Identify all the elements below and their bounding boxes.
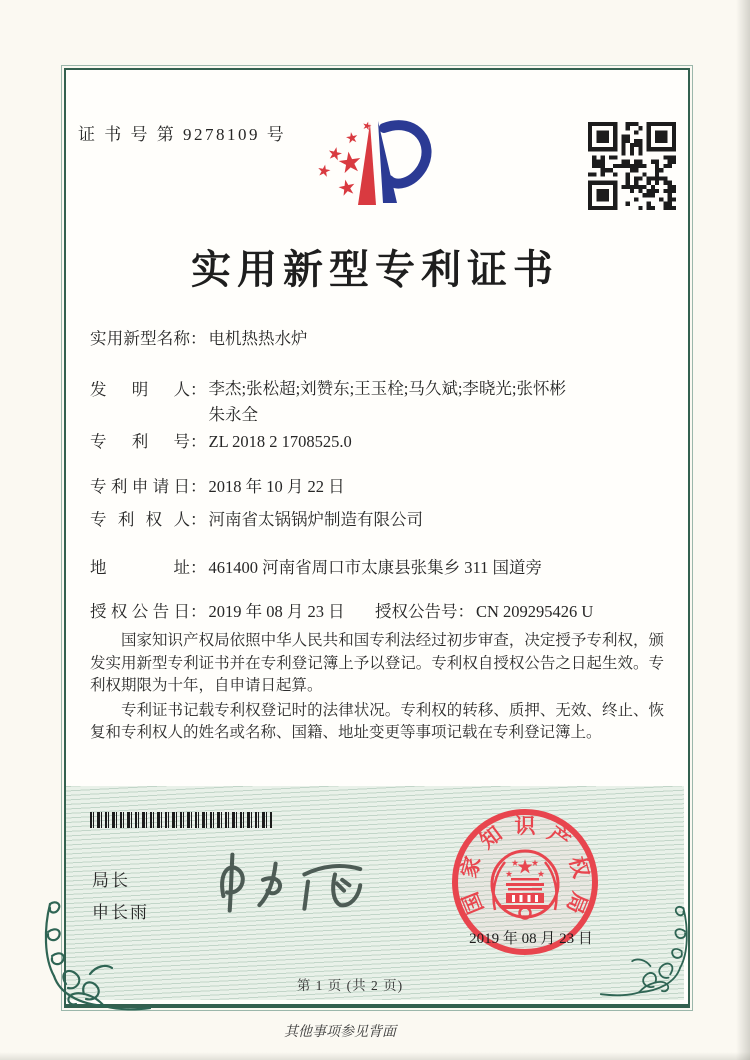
director-name-label: 申长雨 <box>92 903 149 922</box>
field-row-grant-no <box>375 598 593 622</box>
director-signature <box>200 848 380 918</box>
field-row-filing-date <box>90 473 345 497</box>
field-colon: ： <box>190 602 207 621</box>
field-label-name: 实用新型名称 <box>90 329 190 348</box>
barcode <box>90 812 272 828</box>
logo-blue-wedge-icon <box>378 121 397 203</box>
field-label-grant-date: 授权公告日 <box>90 602 190 621</box>
scan-shadow-bottom <box>0 1052 750 1060</box>
field-colon: ： <box>190 380 207 399</box>
field-label-patent-no: 专利号 <box>90 432 190 451</box>
svg-text:国: 国 <box>458 888 489 918</box>
svg-text:识: 识 <box>514 814 536 838</box>
director-title-label: 局长 <box>92 871 130 890</box>
field-value-grant-no: CN 209295426 U <box>476 602 594 621</box>
logo-red-wedge-icon <box>358 123 376 205</box>
field-row-patent-no <box>90 428 352 452</box>
cnipa-patent-logo-icon <box>300 110 440 218</box>
back-side-note: 其他事项参见背面 <box>284 1025 396 1040</box>
field-colon: ： <box>190 558 207 577</box>
corner-flourish-right-icon <box>600 898 695 1016</box>
svg-text:局: 局 <box>561 888 592 918</box>
field-value-address: 461400 河南省周口市太康县张集乡 311 国道旁 <box>208 558 543 577</box>
field-label-patentee: 专利权人 <box>90 510 190 529</box>
field-row-address <box>90 554 542 578</box>
inventors-line1: 李杰;张松超;刘赞东;王玉栓;马久斌;李晓光;张怀彬 <box>208 379 567 398</box>
field-row-inventors <box>90 376 566 428</box>
field-row-name <box>90 325 308 349</box>
svg-text:知: 知 <box>475 821 507 854</box>
inventors-line2: 朱永全 <box>208 405 258 424</box>
field-value-patent-no: ZL 2018 2 1708525.0 <box>208 432 352 451</box>
field-colon: ： <box>190 432 207 451</box>
field-label-grant-no: 授权公告号 <box>375 602 458 621</box>
seal-date: 2019 年 08 月 23 日 <box>469 931 593 947</box>
field-colon: ： <box>190 329 207 348</box>
field-row-grant-date <box>90 598 345 622</box>
field-row-patentee <box>90 506 423 530</box>
field-label-filing-date: 专利申请日 <box>90 477 190 496</box>
field-value-inventors <box>209 376 567 428</box>
page-number: 第 1 页 (共 2 页) <box>296 978 404 993</box>
certificate-number: 证 书 号 第 9278109 号 <box>78 125 287 144</box>
legal-text <box>90 630 664 747</box>
svg-text:权: 权 <box>564 853 594 881</box>
field-value-patentee: 河南省太锅锅炉制造有限公司 <box>208 510 423 529</box>
field-colon: ： <box>457 602 474 621</box>
svg-text:产: 产 <box>543 821 575 854</box>
field-colon: ： <box>190 477 207 496</box>
field-value-name: 电机热热水炉 <box>208 329 308 348</box>
certificate-title: 实用新型专利证书 <box>191 247 559 292</box>
field-label-address: 地址 <box>90 558 190 577</box>
legal-paragraph-1: 国家知识产权局依照中华人民共和国专利法经过初步审查，决定授予专利权，颁发实用新型专利证书并在专利登记簿上予以登记。专利权自授权公告之日起生效。专利权期限为十年，自申请日起算。 <box>90 632 664 694</box>
scan-shadow-right <box>736 0 750 1060</box>
corner-flourish-left-icon <box>36 898 151 1028</box>
qr-code <box>588 122 676 210</box>
svg-text:家: 家 <box>456 853 486 881</box>
field-label-inventors: 发明人 <box>90 380 190 399</box>
field-colon: ： <box>190 510 207 529</box>
field-value-filing-date: 2018 年 10 月 22 日 <box>208 477 345 496</box>
legal-paragraph-2: 专利证书记载专利权登记时的法律状况。专利权的转移、质押、无效、终止、恢复和专利权人的姓名或名称、国籍、地址变更等事项记载在专利登记簿上。 <box>90 701 664 741</box>
field-value-grant-date: 2019 年 08 月 23 日 <box>208 602 345 621</box>
